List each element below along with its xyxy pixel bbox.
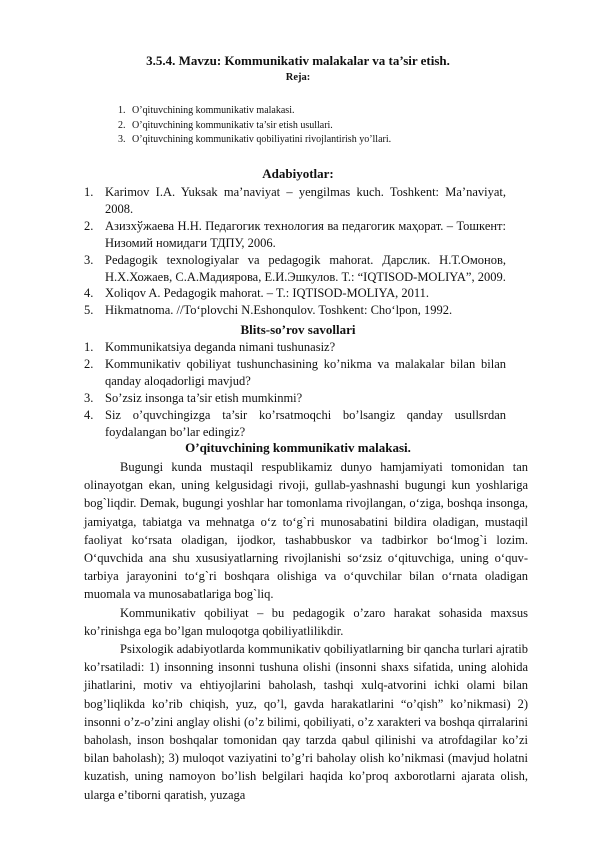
list-item: 1. O’qituvchining kommunikativ malakasi. <box>118 105 295 116</box>
list-item: 2. Kommunikativ qobiliyat tushunchasining ko’nikma va malakalar bilan bilan qanday aloqadorligi mavjud? <box>84 356 506 388</box>
list-item: 3. O’qituvchining kommunikativ qobiliyatini rivojlantirish yo’llari. <box>118 134 392 145</box>
literature-list <box>84 184 506 319</box>
blitz-list <box>84 339 506 440</box>
blitz-heading: Blits-so’rov savollari <box>240 322 356 337</box>
list-item: 3. Pedagogik texnologiyalar va pedagogik mahorat. Дарслик. Н.Т.Омонов, Н.Х.Хожаев, С.А.Мадиярова, Е.И.Эшкулов. Т.: “IQTISOD-MOLIYA”, 2009. <box>84 252 506 284</box>
list-item: 2. O’qituvchining kommunikativ ta’sir etish usullari. <box>118 119 333 131</box>
list-item: 2. Азизхўжаева Н.Н. Педагогик технология ва педагогик маҳорат. – Тошкент: Низомий номидаги ТДПУ, 2006. <box>84 218 506 250</box>
plan-label: Reja: <box>285 72 311 83</box>
list-item: 4. Xoliqov A. Pedagogik mahorat. – T.: IQTISOD-MOLIYA, 2011. <box>84 286 430 301</box>
paragraph: Psixologik adabiyotlarda kommunikativ qobiliyatlarning bir qancha turlari ajratib ko’rsatiladi: 1) insonning insonni tushuna olishi (insonni shaxs sifatida, uning alohida jihatlarini, motiv va ehtiyojlarini baholash, tashqi xulq-atvorini ichki olami bilan bog’liqlikda ko’rib chiqish, yuz, qo’l, gavda harakatlarini “o’qish” ko’nikmasi) 2) insonni o’z-o’zini anglay olishi (o’z bilimi, qobiliyati, o’z xarakteri va boshqa qirralarini baholash, inson boshqalar tomonidan qay tarzda qabul qilinishi va atrofdagilar ko’zi bilan baholash); 3) muloqot vaziyatini to’g’ri baholay olish ko’nikmasi (mavjud holatni kuzatish, uning namoyon bo’lish belgilari haqida ko’proq axborotlarni ajarata olish, ularga e’tiborni qaratish, yuzaga <box>84 642 528 802</box>
literature-heading: Adabiyotlar: <box>262 166 334 181</box>
list-item: 5. Hikmatnoma. //To‘plovchi N.Eshonqulov. Toshkent: Cho‘lpon, 1992. <box>84 303 453 318</box>
list-item: 1. Kommunikatsiya deganda nimani tushunasiz? <box>84 340 336 354</box>
paragraph: Bugungi kunda mustaqil respublikamiz dunyo hamjamiyati tomonidan tan olinayotgan ekan, uning kelgusidagi rivoji, gullab-yashnashi bugungi kun yoshlariga bog`liqdir. Demak, bugungi yoshlar har tomonlama rivojlangan, o‘ziga, boshqa insonga, jamiyatga, tabiatga va mehnatga o‘z to‘g`ri munosabatini bildira oladigan, mustaqil faoliyat ko‘rsata oladigan, ijodkor, tashabbuskor va tadbirkor bo‘lmog`i lozim. O‘quvchida ana shu xususiyatlarning rivojlanishi so‘zsiz o‘qituvchiga, uning o‘quv-tarbiya jarayonini to‘g`ri boshqara olishiga va o‘quvchilar bilan o‘rnata oladigan muomala va munosabatlariga bog`liq. <box>84 460 528 602</box>
list-item: 3. So’zsiz insonga ta’sir etish mumkinmi? <box>84 390 303 405</box>
plan-list <box>118 104 538 148</box>
page-title: 3.5.4. Mavzu: Kommunikativ malakalar va ta’sir etish. <box>146 53 450 68</box>
list-item: 4. Siz o’quvchingizga ta’sir ko’rsatmoqchi bo’lsangiz qanday usullsrdan foydalangan bo’lar edingiz? <box>84 407 506 439</box>
paragraph: Kommunikativ qobiliyat – bu pedagogik o’zaro harakat sohasida maxsus ko’rinishga ega bo’lgan muloqotga qobiliyatlilikdir. <box>84 605 528 638</box>
list-item: 1. Karimov I.A. Yuksak ma’naviyat – yengilmas kuch. Toshkent: Ma’naviyat, 2008. <box>84 185 506 216</box>
body-text <box>84 458 528 804</box>
section-heading: O’qituvchining kommunikativ malakasi. <box>185 440 411 455</box>
